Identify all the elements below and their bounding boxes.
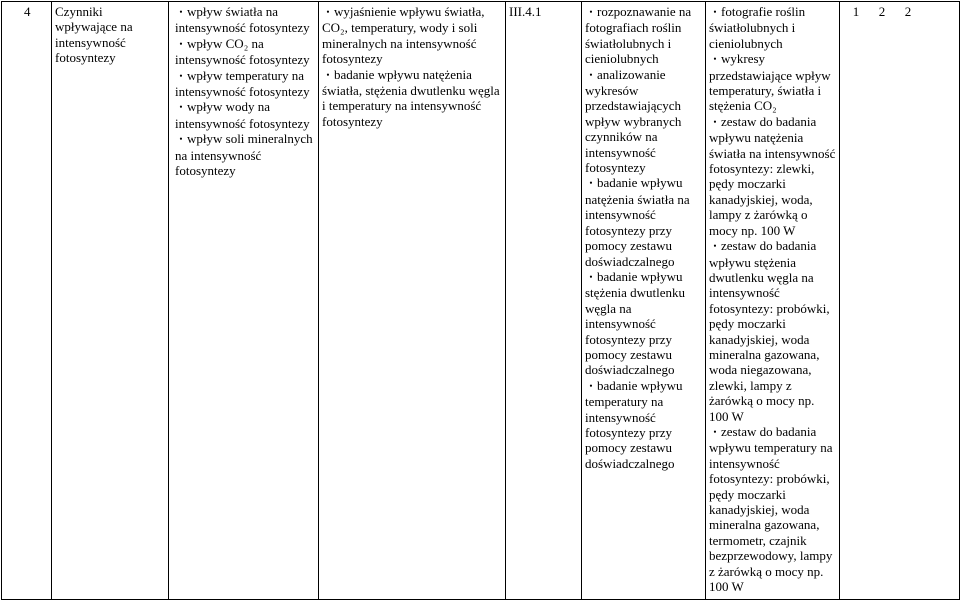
curriculum-table xyxy=(1,1,960,600)
procedure-item: • badanie wpływu natężenia światła na intensywność fotosyntezy przy pomocy zestawu doświadczalnego xyxy=(585,175,702,268)
goal-item: • badanie wpływu natężenia światła, stężenia dwutlenku węgla i temperatury na intensywność fotosyntezy xyxy=(322,67,502,130)
procedure-item: • rozpoznawanie na fotografiach roślin światłolubnych i cieniolubnych xyxy=(585,4,702,67)
content-item: • wpływ CO₂ na intensywność fotosyntezy xyxy=(175,36,315,68)
materials-cell xyxy=(706,2,840,600)
goal-item: • wyjaśnienie wpływu światła, CO₂, temperatury, wody i soli mineralnych na intensywność fotosyntezy xyxy=(322,4,502,67)
hours-cell xyxy=(840,2,960,600)
content-cell xyxy=(169,2,319,600)
content-item: • wpływ temperatury na intensywność fotosyntezy xyxy=(175,68,315,100)
material-item: • zestaw do badania wpływu natężenia światła na intensywność fotosyntezy: zlewki, pędy moczarki kanadyjskiej, woda, lampy z żarówką o mocy np. 100 W xyxy=(709,114,836,238)
material-item: • zestaw do badania wpływu stężenia dwutlenku węgla na intensywność fotosyntezy: probówki, pędy moczarki kanadyjskiej, woda mineralna gazowana, woda niegazowana, zlewki, lampy z żarówką o mocy np. 100 W xyxy=(709,238,836,424)
procedure-item: • badanie wpływu stężenia dwutlenku węgla na intensywność fotosyntezy przy pomocy zestawu doświadczalnego xyxy=(585,269,702,378)
material-item: • zestaw do badania wpływu temperatury na intensywność fotosyntezy: probówki, pędy moczarki kanadyjskiej, woda mineralna gazowana, termometr, czajnik bezprzewodowy, lampy z żarówką o mocy np. 100 W xyxy=(709,424,836,594)
hours-value: 2 xyxy=(904,4,912,19)
content-item: • wpływ wody na intensywność fotosyntezy xyxy=(175,99,315,131)
content-item: • wpływ soli mineralnych na intensywność fotosyntezy xyxy=(175,131,315,178)
procedure-item: • badanie wpływu temperatury na intensywność fotosyntezy przy pomocy zestawu doświadczalnego xyxy=(585,378,702,471)
material-item: • wykresy przedstawiające wpływ temperatury, światła i stężenia CO₂ xyxy=(709,51,836,114)
lesson-topic: Czynniki wpływające na intensywność fotosyntezy xyxy=(55,4,133,66)
hours-value: 1 xyxy=(852,4,860,19)
procedures-cell xyxy=(582,2,706,600)
goals-cell xyxy=(319,2,506,600)
content-item: • wpływ światła na intensywność fotosyntezy xyxy=(175,4,315,36)
procedure-item: • analizowanie wykresów przedstawiających wpływ wybranych czynników na intensywność fotosyntezy xyxy=(585,67,702,176)
hours-value: 2 xyxy=(878,4,886,19)
topic-cell xyxy=(52,2,169,600)
material-item: • fotografie roślin światłolubnych i cieniolubnych xyxy=(709,4,836,51)
curriculum-ref-cell xyxy=(506,2,582,600)
table-row xyxy=(2,2,960,600)
lesson-number-cell xyxy=(2,2,52,600)
curriculum-ref: III.4.1 xyxy=(509,4,542,19)
lesson-number: 4 xyxy=(24,4,31,19)
